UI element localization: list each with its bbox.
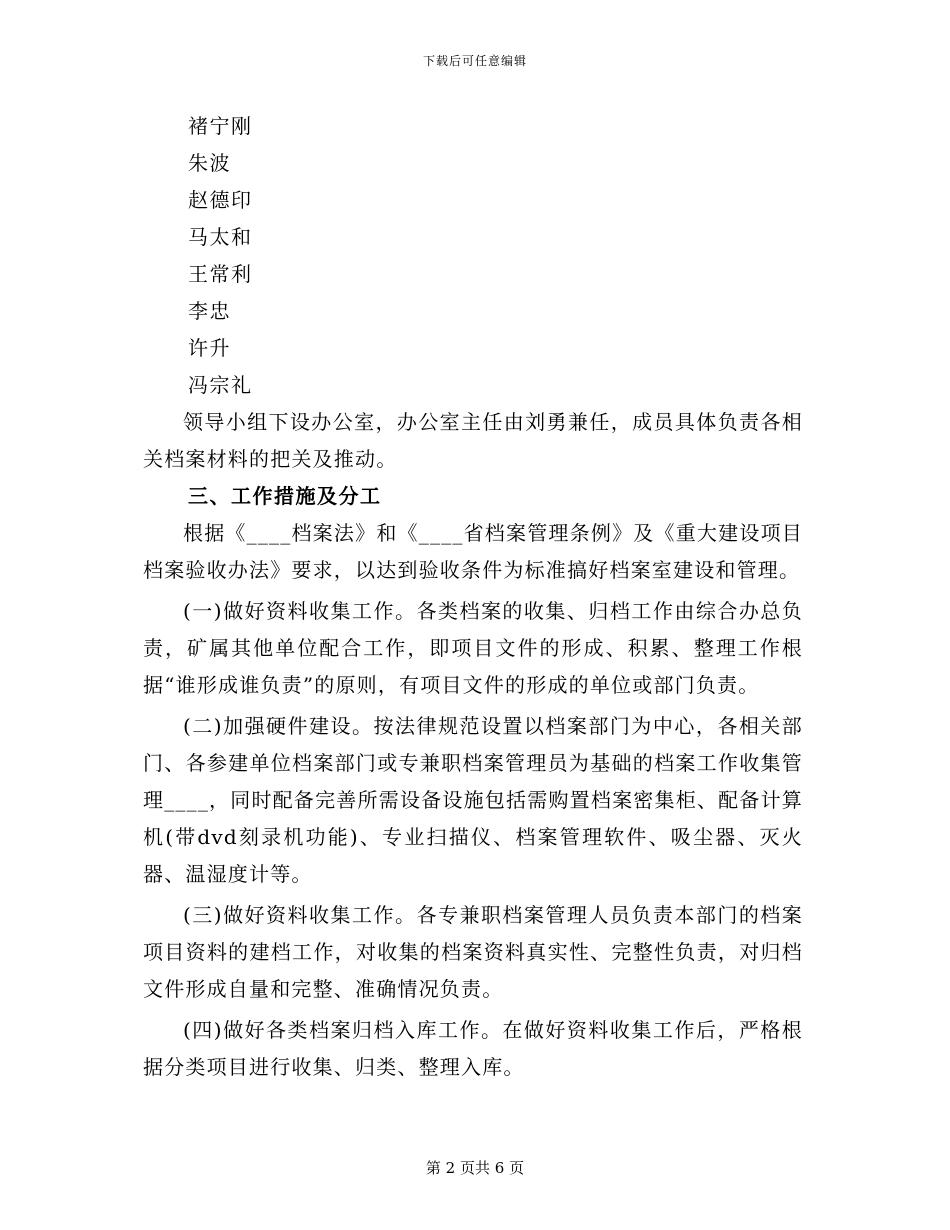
member-name: 王常利 — [188, 262, 253, 286]
member-name: 许升 — [188, 336, 231, 360]
intro-paragraph: 根据《____档案法》和《____省档案管理条例》及《重大建设项目档案验收办法》要求，以达到验收条件为标准搞好档案室建设和管理。 — [143, 521, 803, 582]
member-name: 褚宁刚 — [188, 114, 253, 138]
member-name: 马太和 — [188, 225, 253, 249]
page-header: 下载后可任意编辑 — [422, 54, 527, 68]
measure-item-3: (三)做好资料收集工作。各专兼职档案管理人员负责本部门的档案项目资料的建档工作，对收集的档案资料真实性、完整性负责，对归档文件形成自量和完整、准确情况负责。 — [143, 903, 803, 1001]
member-name: 朱波 — [188, 151, 231, 175]
member-name: 冯宗礼 — [188, 373, 253, 397]
measure-item-2: (二)加强硬件建设。按法律规范设置以档案部门为中心，各相关部门、各参建单位档案部门或专兼职档案管理员为基础的档案工作收集管理____，同时配备完善所需设备设施包括需购置档案密集柜、配备计算机(带dvd刻录机功能)、专业扫描仪、档案管理软件、吸尘器、灭火器、温湿度计等。 — [143, 714, 803, 886]
page-footer: 第 2 页共 6 页 — [425, 1159, 525, 1177]
document-body — [143, 108, 803, 1086]
measure-item-1: (一)做好资料收集工作。各类档案的收集、归档工作由综合办总负责，矿属其他单位配合工作，即项目文件的形成、积累、整理工作根据“谁形成谁负责”的原则，有项目文件的形成的单位或部门负责。 — [143, 599, 803, 697]
member-name: 李忠 — [188, 299, 231, 323]
section-heading: 三、工作措施及分工 — [188, 484, 382, 508]
member-name: 赵德印 — [188, 188, 253, 212]
measure-item-4: (四)做好各类档案归档入库工作。在做好资料收集工作后，严格根据分类项目进行收集、归类、整理入库。 — [143, 1018, 803, 1079]
office-paragraph: 领导小组下设办公室，办公室主任由刘勇兼任，成员具体负责各相关档案材料的把关及推动。 — [143, 410, 803, 471]
